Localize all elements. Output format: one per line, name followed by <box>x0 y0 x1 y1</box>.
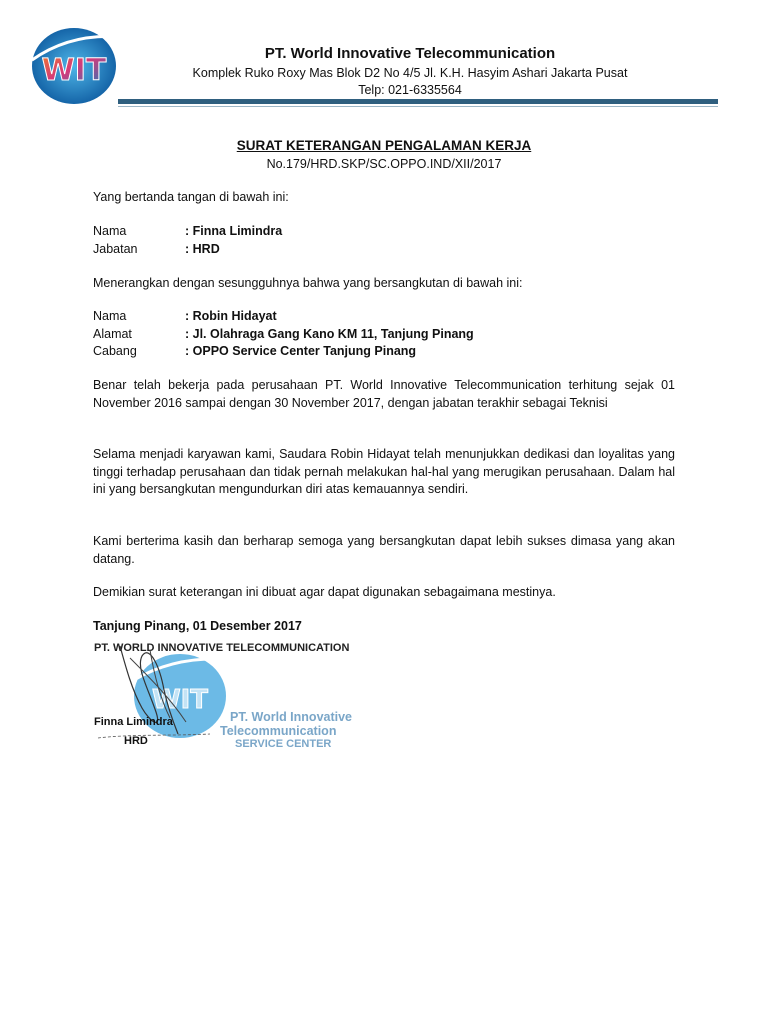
paragraph-dedication: Selama menjadi karyawan kami, Saudara Robin Hidayat telah menunjukkan dedikasi dan loyalitas yang tinggi terhadap perusahaan dan tidak pernah melakukan hal-hal yang merugikan perusahaan. Dalam hal ini yang bersangkutan mengundurkan diri atas kemauannya sendiri. <box>93 447 675 496</box>
field-label: Nama <box>93 309 127 323</box>
company-telephone: Telp: 021-6335564 <box>358 83 462 97</box>
employee-row <box>93 326 675 344</box>
field-label: Cabang <box>93 344 137 358</box>
employee-block <box>93 308 675 361</box>
stamp-company: PT. WORLD INNOVATIVE TELECOMMUNICATION <box>94 642 350 654</box>
company-name: PT. World Innovative Telecommunication <box>264 45 556 62</box>
place-date: Tanjung Pinang, 01 Desember 2017 <box>93 619 302 633</box>
stamp-line-1: PT. World Innovative <box>230 710 353 724</box>
signatory-row <box>93 223 675 241</box>
letter-number: No.179/HRD.SKP/SC.OPPO.IND/XII/2017 <box>266 157 502 171</box>
header-rule <box>118 99 718 104</box>
stamp-line-2: Telecommunication <box>220 724 337 738</box>
letterhead <box>0 0 768 110</box>
company-address: Komplek Ruko Roxy Mas Blok D2 No 4/5 Jl. K.H. Hasyim Ashari Jakarta Pusat <box>192 66 628 80</box>
header-rule-thin <box>118 106 718 107</box>
field-label: Alamat <box>93 326 132 341</box>
field-label: Jabatan <box>93 241 138 256</box>
signer-role: HRD <box>124 735 148 747</box>
field-value: : Jl. Olahraga Gang Kano KM 11, Tanjung Pinang <box>185 326 474 341</box>
paragraph-employment: Benar telah bekerja pada perusahaan PT. World Innovative Telecommunication terhitung sejak 01 November 2016 sampai dengan 30 November 2017, dengan jabatan terakhir sebagai Teknisi <box>93 378 675 410</box>
employee-row <box>93 343 675 361</box>
signer-name: Finna Limindra <box>94 716 173 728</box>
intro-text: Yang bertanda tangan di bawah ini: <box>93 190 289 204</box>
field-value: : Robin Hidayat <box>185 309 277 323</box>
handwritten-signature <box>90 638 290 748</box>
stamp-line-3: SERVICE CENTER <box>235 738 332 750</box>
employee-row <box>93 308 675 326</box>
paragraph-thanks: Kami berterima kasih dan berharap semoga yang bersangkutan dapat lebih sukses dimasa yang akan datang. <box>93 534 675 566</box>
signature-stamp <box>90 638 390 752</box>
letter-title: SURAT KETERANGAN PENGALAMAN KERJA <box>236 138 532 153</box>
field-value: : HRD <box>185 241 220 256</box>
signatory-row <box>93 241 675 259</box>
logo-text: WIT <box>41 53 107 88</box>
signatory-block <box>93 223 675 258</box>
stamp-logo-text: WIT <box>151 685 209 715</box>
field-label: Nama <box>93 224 127 238</box>
field-value: : Finna Limindra <box>185 224 283 238</box>
company-logo <box>24 20 136 106</box>
field-value: : OPPO Service Center Tanjung Pinang <box>185 344 417 358</box>
statement-text: Menerangkan dengan sesungguhnya bahwa yang bersangkutan di bawah ini: <box>93 276 523 290</box>
paragraph-closing: Demikian surat keterangan ini dibuat agar dapat digunakan sebagaimana mestinya. <box>93 585 556 599</box>
